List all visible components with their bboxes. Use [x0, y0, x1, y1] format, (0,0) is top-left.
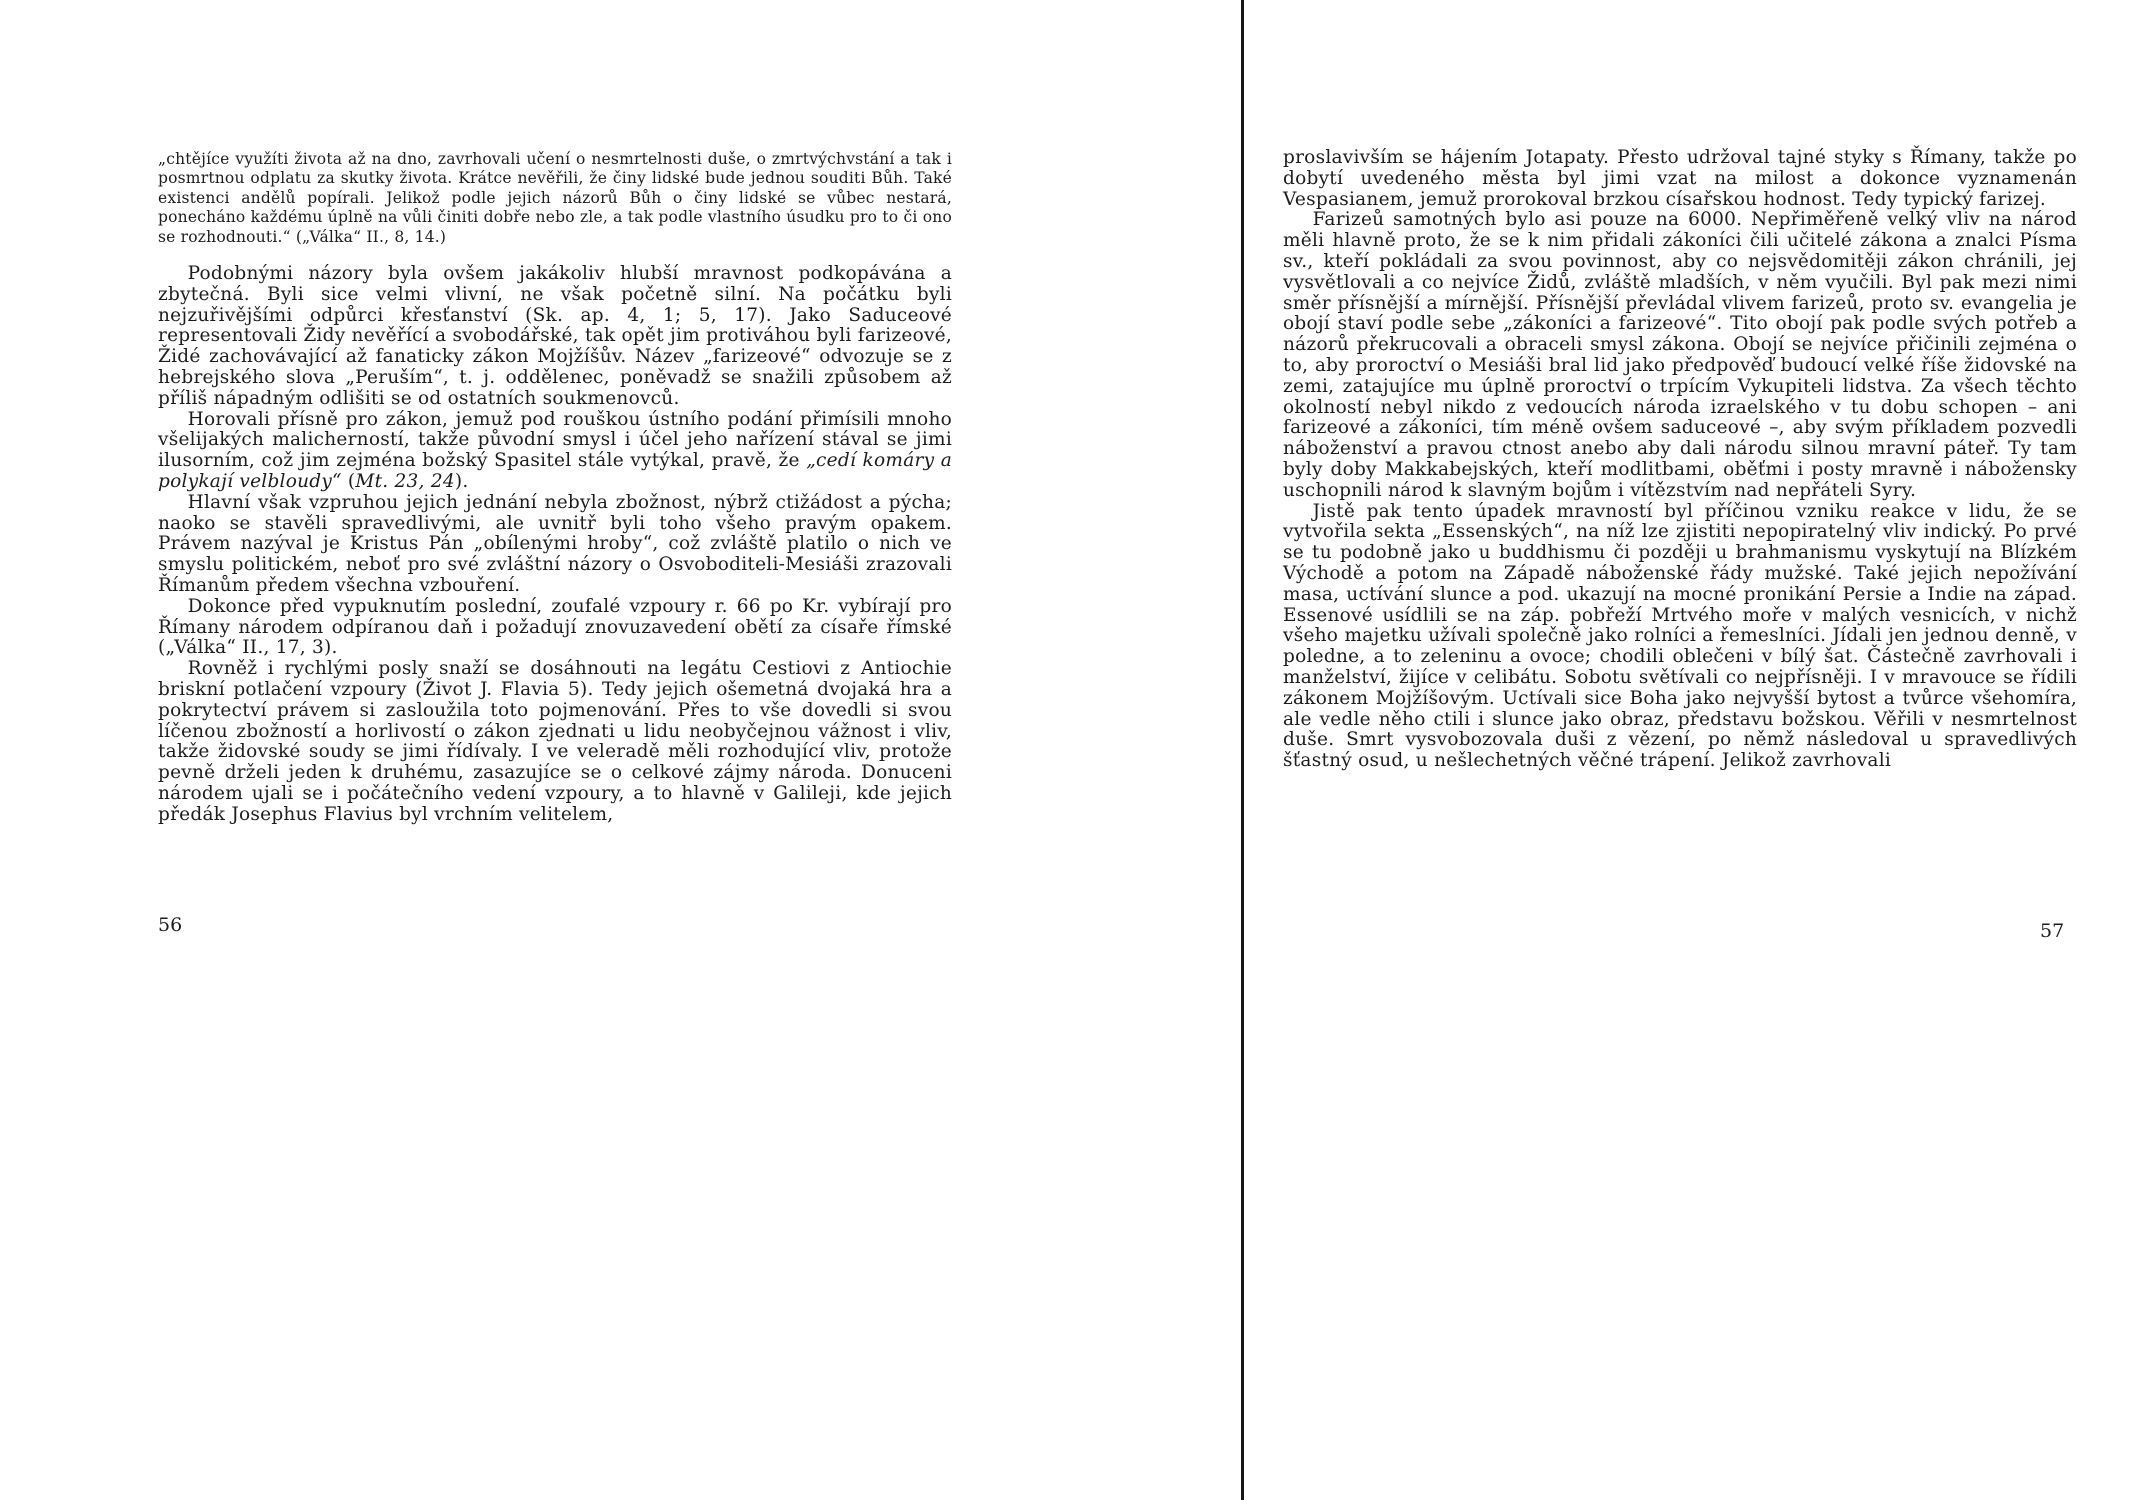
right-page-body	[1283, 148, 2077, 772]
paragraph: Farizeů samotných bylo asi pouze na 6000. Nepřiměřeně velký vliv na národ měli hlavně proto, že se k nim přidali zákoníci čili učitelé zákona a znalci Písma sv., kteří pokládali za svou povinnost, aby co nejsvědomitěji zákon chránili, jej vysvětlovali a co nejvíce Židů, zvláště mladších, v něm vyučili. Byl pak mezi nimi směr přísnější a mírnější. Přísnější převládal vlivem farizeů, proto sv. evangelia je obojí staví podle sebe „zákoníci a farizeové“. Tito obojí pak podle svých potřeb a názorů překrucovali a obraceli smysl zákona. Obojí se nejvíce přičinili zejména o to, aby proroctví o Mesiáši bral lid jako předpověď budoucí velké říše židovské na zemi, zatajujíce mu úplně proroctví o trpícím Vykupiteli lidstva. Za všech těchto okolností nebyl nikdo z vedoucích národa izraelského v tu dobu schopen – ani farizeové a zákoníci, tím méně ovšem saduceové –, aby svým příkladem pozvedli náboženství a pravou ctnost anebo aby dali národu silnou mravní páteř. Ty tam byly doby Makkabejských, kteří modlitbami, oběťmi i posty mravně i nábožensky uschopnili národ k slavným bojům i vítězstvím nad nepřáteli Syry.	[1283, 209, 2077, 501]
block-quote: „chtějíce využíti života až na dno, zavrhovali učení o nesmrtelnosti duše, o zmrtvýchvstání a tak i posmrtnou odplatu za skutky života. Krátce nevěřili, že činy lidské bude jednou souditi Bůh. Také existenci andělů popírali. Jelikož podle jejich názorů Bůh o činy lidské se vůbec nestará, ponecháno každému úplně na vůli činiti dobře nebo zle, a tak podle vlastního úsudku pro to či ono se rozhodnouti.“ („Válka“ II., 8, 14.)	[158, 150, 952, 246]
paragraph: Horovali přísně pro zákon, jemuž pod rouškou ústního podání přimísili mnoho všelijakých malicherností, takže původní smysl i účel jeho nařízení stával se jimi ilusorním, což jim zejména božský Spasitel stále vytýkal, pravě, že „cedí komáry a polykají velbloudy“ (Mt. 23, 24).	[158, 408, 952, 492]
page-divider-line	[1241, 0, 1244, 1500]
page-number-left: 56	[158, 914, 183, 936]
paragraph: Dokonce před vypuknutím poslední, zoufalé vzpoury r. 66 po Kr. vybírají pro Římany národem odpíranou daň i požadují znovuzavedení obětí za císaře římské („Válka“ II., 17, 3).	[158, 595, 952, 659]
paragraph: proslavivším se hájením Jotapaty. Přesto udržoval tajné styky s Římany, takže po dobytí uvedeného města byl jimi vzat na milost a dokonce vyznamenán Vespasianem, jemuž prorokoval brzkou císařskou hodnost. Tedy typický farizej.	[1283, 147, 2077, 210]
paragraph: Hlavní však vzpruhou jejich jednání nebyla zbožnost, nýbrž ctižádost a pýcha; naoko se stavěli spravedlivými, ale uvnitř byli toho všeho pravým opakem. Právem nazýval je Kristus Pán „obílenými hroby“, což zvláště platilo o nich ve smyslu politickém, neboť pro své zvláštní názory o Osvoboditeli-Mesiáši zrazovali Římanům předem všechna vzbouření.	[158, 491, 952, 596]
italic-text: „cedí komáry a polykají velbloudy“	[158, 450, 952, 492]
paragraph: Rovněž i rychlými posly snaží se dosáhnouti na legátu Cestiovi z Antiochie briskní potlačení vzpoury (Život J. Flavia 5). Tedy jejich ošemetná dvojaká hra a pokrytectví právem si zasloužila toto pojmenování. Přes to vše dovedli si svou líčenou zbožností a horlivostí o zákon zjednati u lidu neobyčejnou vážnost i vliv, takže židovské soudy se jimi řídívaly. I ve veleradě měli rozhodující vliv, protože pevně drželi jeden k druhému, zasazujíce se o celkové zájmy národa. Donuceni národem ujali se i počátečního vedení vzpoury, a to hlavně v Galileji, kde jejich předák Josephus Flavius byl vrchním velitelem,	[158, 658, 952, 825]
paragraph: Jistě pak tento úpadek mravností byl příčinou vzniku reakce v lidu, že se vytvořila sekta „Essenských“, na níž lze zjistiti nepopiratelný vliv indický. Po prvé se tu podobně jako u buddhismu či později u brahmanismu vyskytují na Blízkém Východě a potom na Západě náboženské řády mužské. Také jejich nepožívání masa, uctívání slunce a pod. ukazují na mocné pronikání Persie a Indie na západ. Essenové usídlili se na záp. pobřeží Mrtvého moře v malých vesnicích, v nichž všeho majetku užívali společně jako rolníci a řemeslníci. Jídali jen jednou denně, v poledne, a to zeleninu a ovoce; chodili oblečeni v bílý šat. Částečně zavrhovali i manželství, žijíce v celibátu. Sobotu světívali co nejpřísněji. I v mravouce se řídili zákonem Mojžíšovým. Uctívali sice Boha jako nejvyšší bytost a tvůrce všehomíra, ale vedle něho ctili i slunce jako obraz, představu božskou. Věřili v nesmrtelnost duše. Smrt vysvobozovala duši z vězení, po němž následoval u spravedlivých šťastný osud, u nešlechetných věčné trápení. Jelikož zavrhovali	[1283, 500, 2077, 772]
page-right	[1283, 148, 2077, 772]
italic-text: Mt. 23, 24	[355, 471, 455, 492]
page-left	[158, 150, 952, 826]
left-page-body	[158, 264, 952, 826]
paragraph: Podobnými názory byla ovšem jakákoliv hlubší mravnost podkopávána a zbytečná. Byli sice velmi vlivní, ne však početně silní. Na počátku byli nejzuřivějšími odpůrci křesťanství (Sk. ap. 4, 1; 5, 17). Jako Saduceové representovali Židy nevěřící a svobodářské, tak opět jim protiváhou byli farizeové, Židé zachovávající až fanaticky zákon Mojžíšův. Název „farizeové“ odvozuje se z hebrejského slova „Peruším“, t. j. oddělenec, poněvadž se snažili způsobem až příliš nápadným odlišiti se od ostatních soukmenovců.	[158, 263, 952, 409]
page-number-right: 57	[2040, 920, 2065, 942]
